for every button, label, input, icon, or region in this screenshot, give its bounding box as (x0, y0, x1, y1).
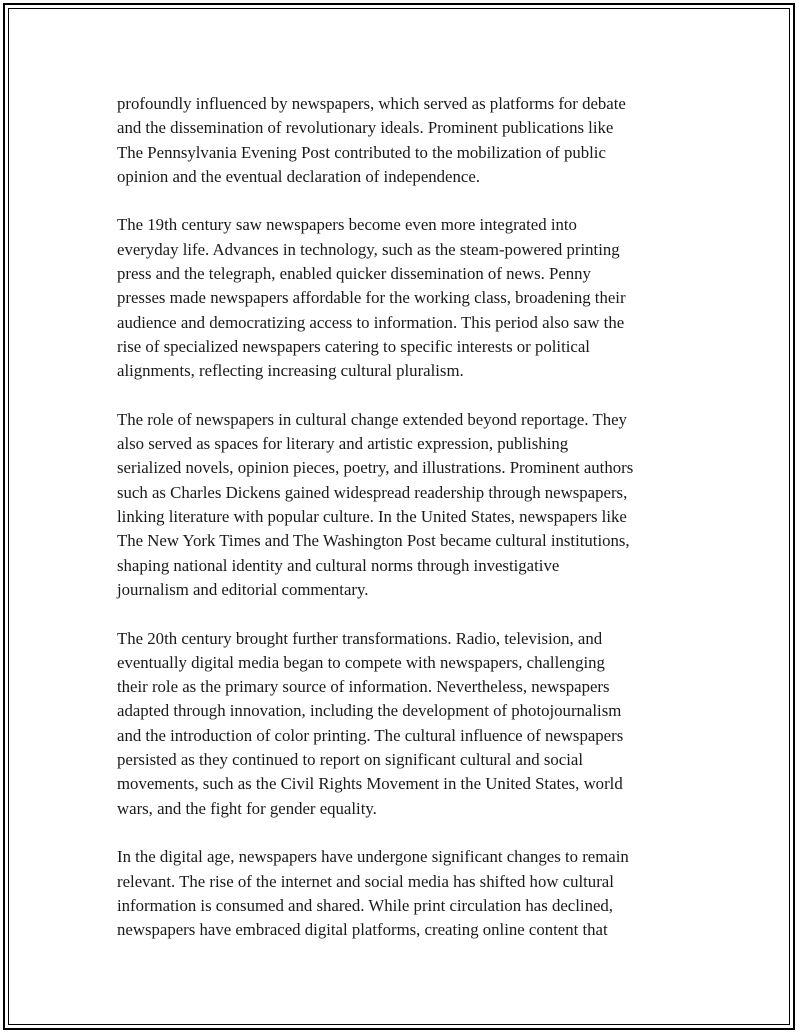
text-line: The 20th century brought further transformations. Radio, television, and (117, 628, 603, 648)
text-line: and the dissemination of revolutionary ideals. Prominent publications like (117, 118, 614, 138)
text-line: also served as spaces for literary and artistic expression, publishing (117, 434, 569, 454)
text-line: linking literature with popular culture. In the United States, newspapers like (117, 507, 627, 527)
text-line: journalism and editorial commentary. (117, 579, 369, 599)
text-line: profoundly influenced by newspapers, which served as platforms for debate (117, 94, 626, 113)
paragraph-3 (117, 408, 697, 602)
text-line: information is consumed and shared. While print circulation has declined, (117, 895, 613, 915)
text-line: opinion and the eventual declaration of independence. (117, 166, 480, 186)
text-line: eventually digital media began to compete with newspapers, challenging (117, 652, 605, 672)
text-line: persisted as they continued to report on significant cultural and social (117, 750, 584, 770)
text-line: their role as the primary source of information. Nevertheless, newspapers (117, 677, 610, 697)
text-line: audience and democratizing access to information. This period also saw the (117, 312, 625, 332)
paragraph-1 (117, 92, 697, 189)
document-body (117, 92, 697, 967)
text-line: shaping national identity and cultural norms through investigative (117, 555, 560, 575)
paragraph-2 (117, 213, 697, 383)
text-line: everyday life. Advances in technology, such as the steam-powered printing (117, 239, 620, 259)
text-line: rise of specialized newspapers catering to specific interests or political (117, 336, 590, 356)
paragraph-4 (117, 627, 697, 821)
text-line: adapted through innovation, including the development of photojournalism (117, 701, 622, 721)
text-line: wars, and the fight for gender equality. (117, 798, 377, 818)
text-line: The role of newspapers in cultural change extended beyond reportage. They (117, 409, 627, 429)
text-line: alignments, reflecting increasing cultural pluralism. (117, 361, 464, 381)
text-line: The 19th century saw newspapers become even more integrated into (117, 215, 577, 235)
text-line: relevant. The rise of the internet and social media has shifted how cultural (117, 871, 614, 891)
text-line: The Pennsylvania Evening Post contributed to the mobilization of public (117, 142, 606, 162)
text-line: newspapers have embraced digital platforms, creating online content that (117, 920, 608, 940)
text-line: The New York Times and The Washington Post became cultural institutions, (117, 531, 630, 551)
text-line: serialized novels, opinion pieces, poetry, and illustrations. Prominent authors (117, 458, 634, 478)
text-line: movements, such as the Civil Rights Movement in the United States, world (117, 774, 623, 794)
paragraph-5 (117, 845, 697, 942)
text-line: press and the telegraph, enabled quicker dissemination of news. Penny (117, 264, 591, 284)
text-line: and the introduction of color printing. The cultural influence of newspapers (117, 725, 624, 745)
text-line: In the digital age, newspapers have undergone significant changes to remain (117, 847, 629, 867)
text-line: such as Charles Dickens gained widespread readership through newspapers, (117, 482, 628, 502)
text-line: presses made newspapers affordable for the working class, broadening their (117, 288, 626, 308)
